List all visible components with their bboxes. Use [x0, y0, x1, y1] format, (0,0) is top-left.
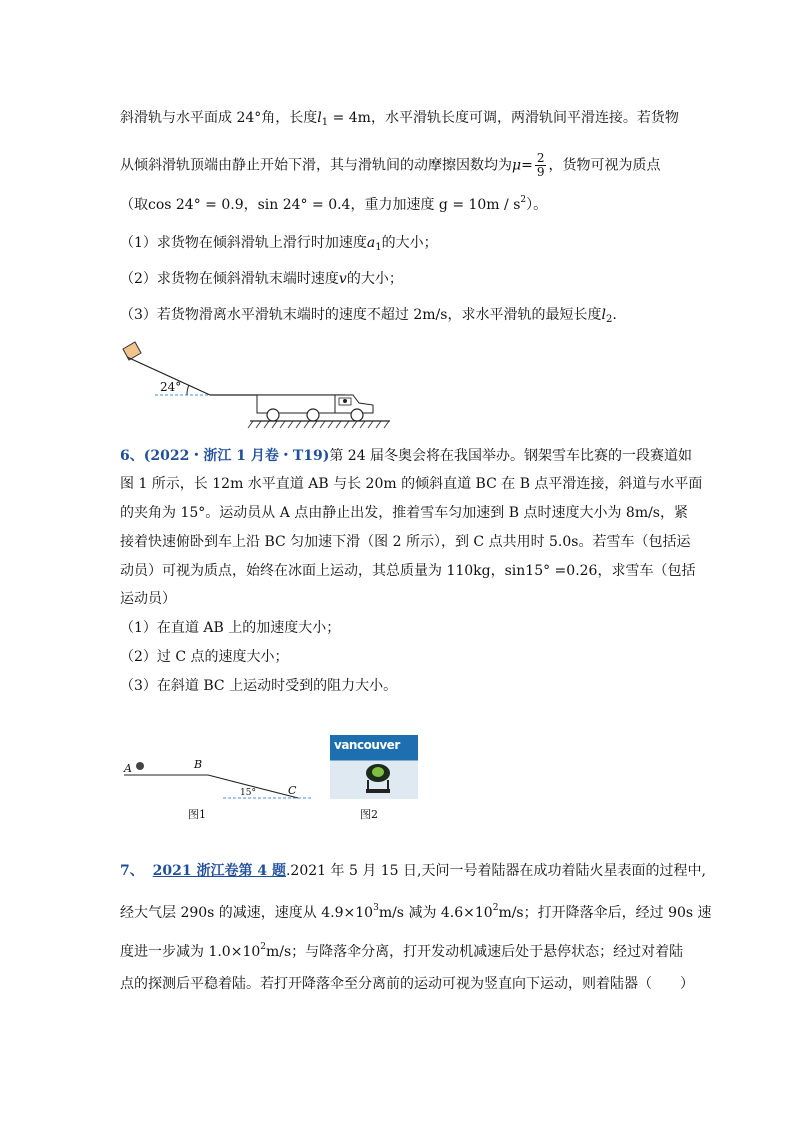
q6-line-4: 接着快速俯卧到车上沿 BC 匀加速下滑（图 2 所示），到 C 点共用时 5.0s。若雪车（包括运 [120, 534, 691, 550]
fig1-caption: 图1 [188, 808, 206, 821]
wheel-icon [307, 409, 319, 421]
q6-line-3: 的夹角为 15°。运动员从 A 点由静止出发，推着雪车匀加速到 B 点时速度大小为 8m/s，紧 [120, 505, 688, 521]
q5-line-3: （取cos 24° = 0.9，sin 24° = 0.4，重力加速度 $g = 10m / s^2$）。 [120, 195, 548, 213]
wheel-icon [267, 409, 279, 421]
q5-sub-3: （3）若货物滑离水平滑轨末端时的速度不超过 2m/s，求水平滑轨的最短长度$l_2$. [120, 307, 617, 325]
q5-line-2: 从倾斜滑轨顶端由静止开始下滑，其与滑轨间的动摩擦因数均为μ= $\frac{2}{9}$ ，货物可视为质点 [120, 151, 661, 179]
label-c: C [288, 784, 297, 797]
skeleton-athlete-icon [358, 755, 398, 797]
ground-hatching [248, 421, 389, 428]
q6-sub-1: （1）在直道 AB 上的加速度大小； [120, 620, 341, 636]
q6-sub-2: （2）过 C 点的速度大小； [120, 649, 289, 665]
q6-figure-1 [118, 748, 318, 818]
fig2-caption: 图2 [360, 808, 378, 821]
wheel-icon [351, 409, 363, 421]
angle-arc [187, 385, 189, 395]
q5-sub-1: （1）求货物在倾斜滑轨上滑行时加速度$a_1$的大小； [120, 235, 438, 253]
q5-sub-2: （2）求货物在倾斜滑轨末端时速度v的大小； [120, 271, 403, 287]
q7-source-link[interactable]: 2021 浙江卷第 4 题 [152, 863, 286, 879]
photo-banner-text: vancouver [334, 738, 400, 752]
q5-figure [115, 335, 395, 430]
athlete-icon [136, 762, 144, 770]
q7-line-1: 7、 2021 浙江卷第 4 题.2021 年 5 月 15 日,天问一号着陆器在成功着陆火星表面的过程中, [120, 863, 706, 879]
angle-label: 15° [240, 788, 256, 798]
q6-line-6: 运动员） [120, 591, 176, 607]
q6-line-5: 动员）可视为质点，始终在冰面上运动，其总质量为 110kg，sin15° =0.26，求雪车（包括 [120, 563, 696, 579]
q6-line-1: 6、(2022・浙江 1 月卷・T19)第 24 届冬奥会将在我国举办。钢架雪车比赛的一段赛道如 [120, 448, 693, 464]
driver-icon [343, 399, 347, 403]
q6-heading: 6、(2022・浙江 1 月卷・T19) [120, 448, 330, 464]
q7-line-3: 度进一步减为 $1.0\times 10^2m/s$；与降落伞分离，打开发动机减速后处于悬停状态；经过对着陆 [120, 942, 684, 960]
angle-label: 24° [160, 380, 182, 394]
q6-photo [330, 735, 418, 799]
fraction: $\frac{2}{9}$ [536, 151, 545, 179]
q5-line-1: 斜滑轨与水平面成 24°角，长度$l_1 = 4m$，水平滑轨长度可调，两滑轨间平滑连接。若货物 [120, 110, 679, 128]
q6-sub-3: （3）在斜道 BC 上运动时受到的阻力大小。 [120, 678, 398, 694]
q7-line-4: 点的探测后平稳着陆。若打开降落伞至分离前的运动可视为竖直向下运动，则着陆器（ ） [120, 976, 694, 992]
q7-line-2: 经大气层 290s 的减速，速度从 $4.9\times 10^3m/s$ 减为 $4.6\times 10^2m/s$；打开降落伞后，经过 90s 速 [120, 903, 712, 921]
cargo-box [123, 342, 141, 360]
label-b: B [194, 758, 203, 771]
q6-line-2: 图 1 所示，长 12m 水平直道 AB 与长 20m 的倾斜直道 BC 在 B 点平滑连接，斜道与水平面 [120, 476, 703, 492]
label-a: A [124, 762, 132, 775]
